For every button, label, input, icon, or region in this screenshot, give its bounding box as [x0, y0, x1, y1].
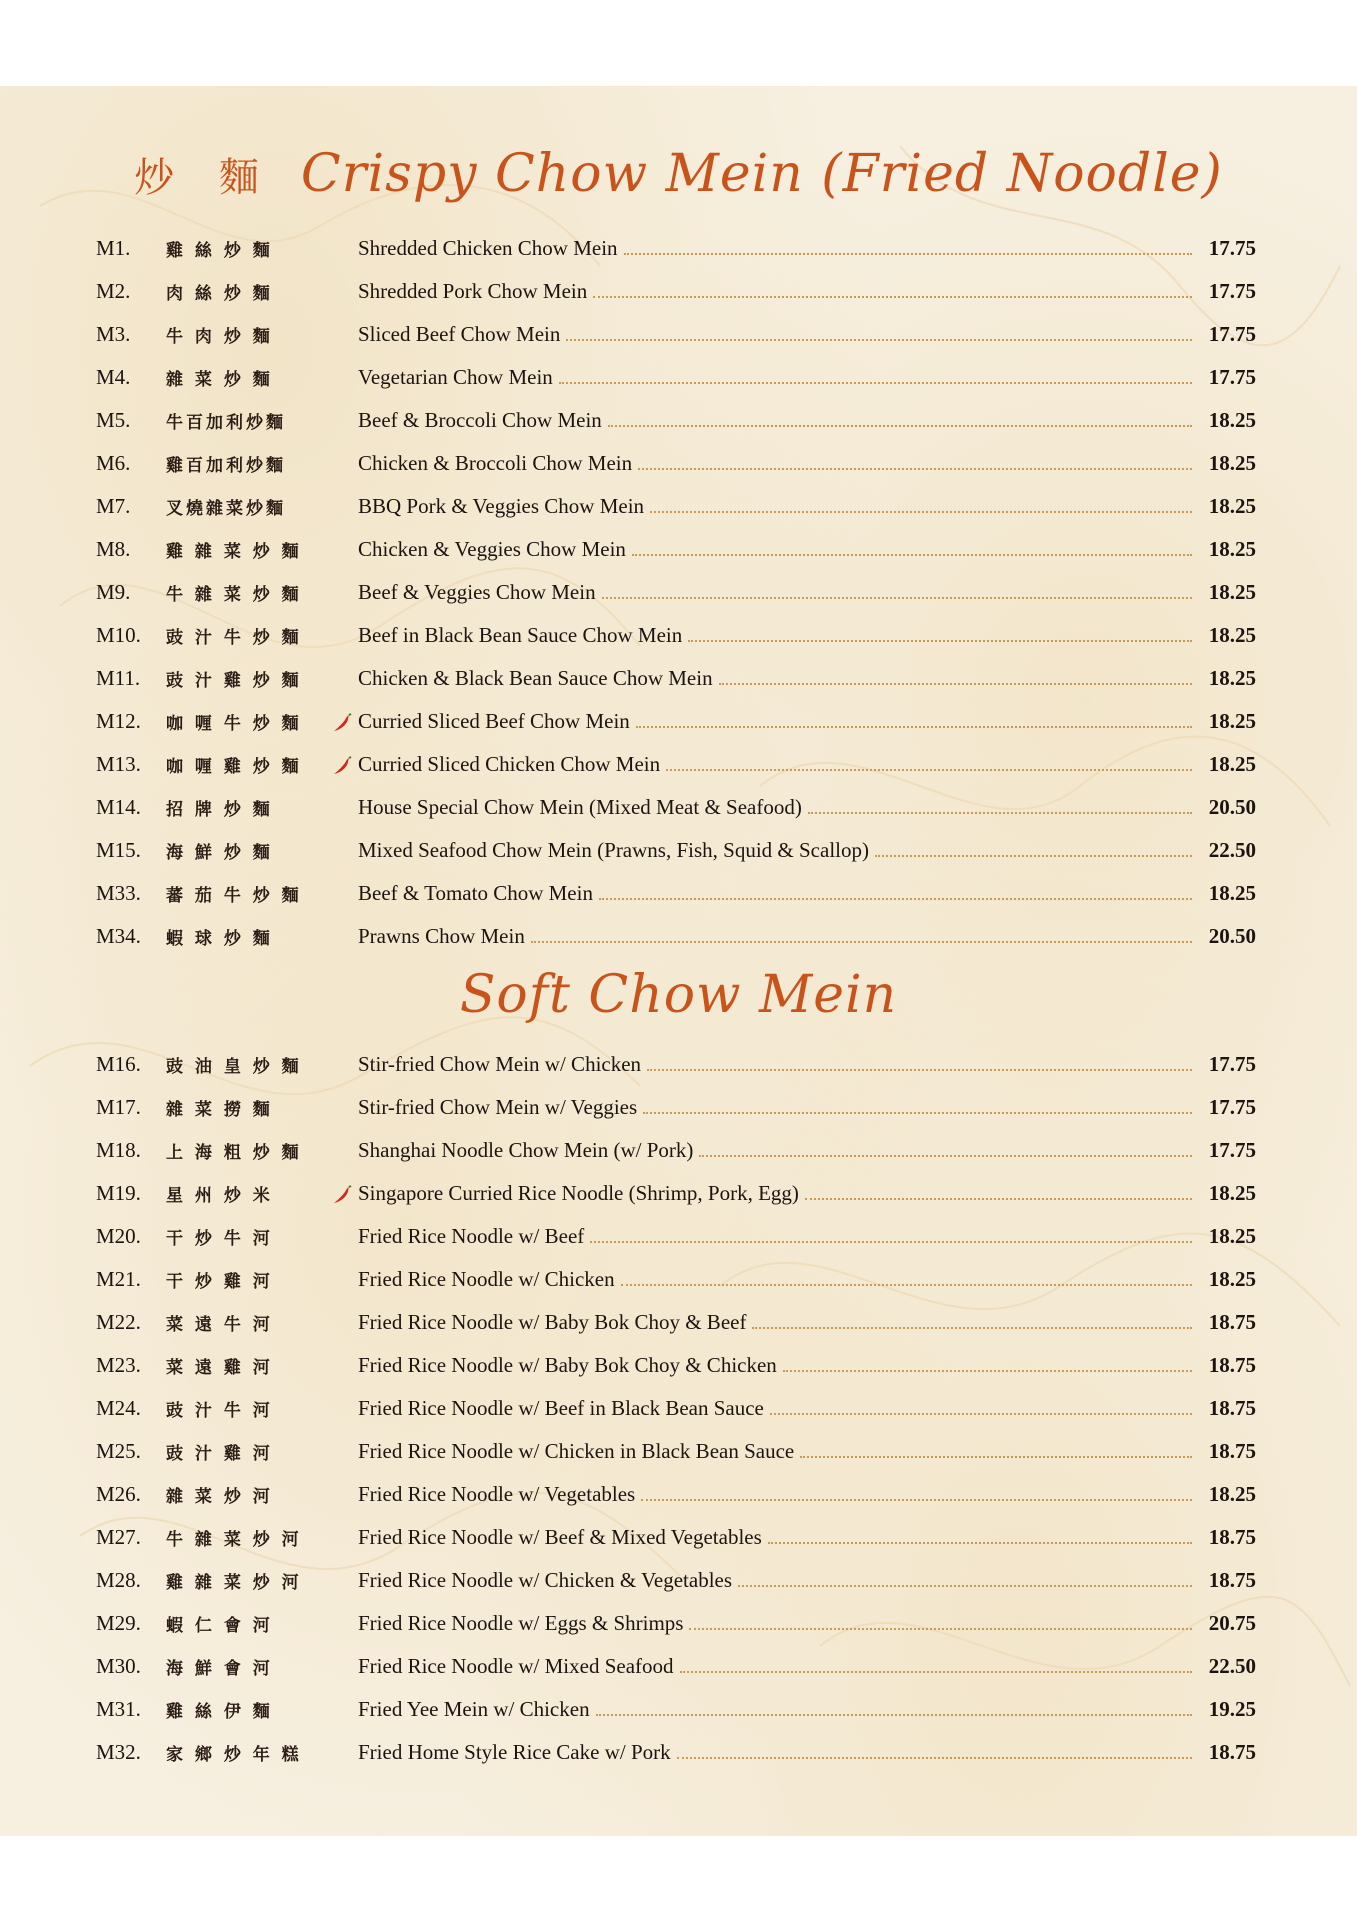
dotted-leader — [632, 553, 1192, 556]
item-code: M11. — [96, 666, 141, 690]
menu-item — [96, 1464, 1256, 1507]
item-code: M23. — [96, 1353, 141, 1377]
item-english-name: Curried Sliced Beef Chow Mein — [358, 709, 630, 733]
menu-item — [96, 734, 1256, 777]
item-price: 20.50 — [1208, 924, 1256, 948]
dotted-leader — [566, 338, 1192, 341]
crispy-chow-mein-heading — [0, 144, 1357, 204]
item-chinese-text: 雜 菜 撈 麵 — [166, 1100, 273, 1120]
item-price: 18.25 — [1208, 1267, 1256, 1291]
menu-item — [96, 691, 1256, 734]
item-chinese-name — [166, 1267, 358, 1292]
item-code: M3. — [96, 322, 131, 346]
item-chinese-text: 干 炒 牛 河 — [166, 1229, 273, 1249]
item-chinese-text: 菜 遠 雞 河 — [166, 1358, 273, 1378]
item-price: 20.50 — [1208, 795, 1256, 819]
item-chinese-text: 豉 汁 牛 河 — [166, 1401, 273, 1421]
heading-chinese: 炒 麵 — [134, 155, 275, 201]
menu-item — [96, 605, 1256, 648]
item-price: 18.25 — [1208, 1482, 1256, 1506]
item-chinese-name — [166, 1181, 358, 1206]
item-chinese-text: 雞 雜 菜 炒 麵 — [166, 542, 302, 562]
item-english-name: Fried Rice Noodle w/ Chicken in Black Bean Sauce — [358, 1439, 795, 1463]
item-chinese-text: 牛 肉 炒 麵 — [166, 327, 273, 347]
item-chinese-name — [166, 666, 358, 691]
item-code: M26. — [96, 1482, 141, 1506]
item-chinese-name — [166, 881, 358, 906]
item-english-name: House Special Chow Mein (Mixed Meat & Seafood) — [358, 795, 802, 819]
item-chinese-text: 干 炒 雞 河 — [166, 1272, 273, 1292]
item-chinese-text: 牛 雜 菜 炒 麵 — [166, 585, 302, 605]
item-code: M27. — [96, 1525, 141, 1549]
item-chinese-name — [166, 408, 358, 433]
dotted-leader — [650, 510, 1192, 513]
dotted-leader — [752, 1326, 1192, 1329]
item-chinese-text: 海 鮮 會 河 — [166, 1659, 273, 1679]
item-english-name: Mixed Seafood Chow Mein (Prawns, Fish, Squid & Scallop) — [358, 838, 869, 862]
item-price: 18.75 — [1208, 1310, 1256, 1334]
item-price: 18.25 — [1208, 881, 1256, 905]
item-price: 18.75 — [1208, 1568, 1256, 1592]
item-code: M2. — [96, 279, 131, 303]
menu-item — [96, 648, 1256, 691]
chili-pepper-icon — [332, 713, 352, 733]
item-english-name: Fried Rice Noodle w/ Vegetables — [358, 1482, 636, 1506]
dotted-leader — [647, 1068, 1192, 1071]
dotted-leader — [770, 1412, 1192, 1415]
menu-item — [96, 1378, 1256, 1421]
item-english-name: Shanghai Noodle Chow Mein (w/ Pork) — [358, 1138, 694, 1162]
item-chinese-text: 肉 絲 炒 麵 — [166, 284, 273, 304]
item-english-name: Stir-fried Chow Mein w/ Chicken — [358, 1052, 642, 1076]
item-chinese-name — [166, 322, 358, 347]
dotted-leader — [590, 1240, 1192, 1243]
item-code: M34. — [96, 924, 141, 948]
item-chinese-name — [166, 1310, 358, 1335]
dotted-leader — [680, 1670, 1192, 1673]
item-chinese-name — [166, 1740, 358, 1765]
item-code: M24. — [96, 1396, 141, 1420]
item-chinese-name — [166, 1525, 358, 1550]
item-chinese-text: 家 鄉 炒 年 糕 — [166, 1745, 302, 1765]
item-chinese-name — [166, 1138, 358, 1163]
item-english-name: Fried Rice Noodle w/ Chicken — [358, 1267, 615, 1291]
item-price: 18.75 — [1208, 1396, 1256, 1420]
item-price: 18.25 — [1208, 752, 1256, 776]
dotted-leader — [768, 1541, 1192, 1544]
item-chinese-name — [166, 623, 358, 648]
item-code: M12. — [96, 709, 141, 733]
menu-item — [96, 390, 1256, 433]
item-price: 18.25 — [1208, 451, 1256, 475]
item-chinese-text: 上 海 粗 炒 麵 — [166, 1143, 302, 1163]
menu-item — [96, 562, 1256, 605]
item-code: M7. — [96, 494, 131, 518]
dotted-leader — [738, 1584, 1192, 1587]
item-chinese-name — [166, 1224, 358, 1249]
item-chinese-name — [166, 451, 358, 476]
dotted-leader — [638, 467, 1192, 470]
item-chinese-text: 蝦 球 炒 麵 — [166, 929, 273, 949]
dotted-leader — [643, 1111, 1192, 1114]
item-english-name: Fried Rice Noodle w/ Mixed Seafood — [358, 1654, 674, 1678]
item-chinese-name — [166, 1482, 358, 1507]
item-code: M21. — [96, 1267, 141, 1291]
item-code: M14. — [96, 795, 141, 819]
menu-item — [96, 1249, 1256, 1292]
item-chinese-name — [166, 279, 358, 304]
item-code: M5. — [96, 408, 131, 432]
item-english-name: Chicken & Black Bean Sauce Chow Mein — [358, 666, 713, 690]
item-english-name: Fried Rice Noodle w/ Eggs & Shrimps — [358, 1611, 684, 1635]
dotted-leader — [688, 639, 1192, 642]
dotted-leader — [621, 1283, 1192, 1286]
item-english-name: Fried Yee Mein w/ Chicken — [358, 1697, 590, 1721]
dotted-leader — [677, 1756, 1192, 1759]
item-code: M32. — [96, 1740, 141, 1764]
item-price: 18.75 — [1208, 1740, 1256, 1764]
menu-item — [96, 1421, 1256, 1464]
item-code: M29. — [96, 1611, 141, 1635]
item-price: 18.25 — [1208, 1181, 1256, 1205]
chili-pepper-icon — [332, 1185, 352, 1205]
item-english-name: Vegetarian Chow Mein — [358, 365, 553, 389]
item-code: M20. — [96, 1224, 141, 1248]
item-code: M31. — [96, 1697, 141, 1721]
item-price: 18.75 — [1208, 1353, 1256, 1377]
item-code: M4. — [96, 365, 131, 389]
item-code: M30. — [96, 1654, 141, 1678]
item-chinese-name — [166, 1095, 358, 1120]
item-chinese-text: 雞 絲 炒 麵 — [166, 241, 273, 261]
dotted-leader — [636, 725, 1192, 728]
item-english-name: Beef in Black Bean Sauce Chow Mein — [358, 623, 683, 647]
dotted-leader — [599, 897, 1192, 900]
item-chinese-text: 星 州 炒 米 — [166, 1186, 273, 1206]
item-english-name: Chicken & Broccoli Chow Mein — [358, 451, 633, 475]
menu-item — [96, 1292, 1256, 1335]
menu-item — [96, 433, 1256, 476]
heading-english: Crispy Chow Mein (Fried Noodle) — [300, 144, 1223, 204]
dotted-leader — [608, 424, 1192, 427]
item-price: 17.75 — [1208, 1052, 1256, 1076]
item-chinese-text: 海 鮮 炒 麵 — [166, 843, 273, 863]
item-code: M10. — [96, 623, 141, 647]
item-price: 18.25 — [1208, 1224, 1256, 1248]
item-english-name: Chicken & Veggies Chow Mein — [358, 537, 626, 561]
item-code: M6. — [96, 451, 131, 475]
dotted-leader — [699, 1154, 1192, 1157]
item-chinese-name — [166, 1568, 358, 1593]
item-english-name: Beef & Veggies Chow Mein — [358, 580, 596, 604]
item-code: M25. — [96, 1439, 141, 1463]
dotted-leader — [875, 854, 1192, 857]
item-code: M8. — [96, 537, 131, 561]
menu-item — [96, 519, 1256, 562]
item-chinese-name — [166, 1439, 358, 1464]
item-chinese-text: 豉 汁 牛 炒 麵 — [166, 628, 302, 648]
dotted-leader — [596, 1713, 1192, 1716]
chili-pepper-icon — [332, 756, 352, 776]
item-chinese-text: 牛 雜 菜 炒 河 — [166, 1530, 302, 1550]
item-english-name: Fried Rice Noodle w/ Beef — [358, 1224, 585, 1248]
dotted-leader — [666, 768, 1192, 771]
item-chinese-text: 菜 遠 牛 河 — [166, 1315, 273, 1335]
item-chinese-text: 雞 絲 伊 麵 — [166, 1702, 273, 1722]
item-price: 18.25 — [1208, 666, 1256, 690]
menu-item — [96, 1034, 1256, 1077]
item-price: 19.25 — [1208, 1697, 1256, 1721]
item-chinese-name — [166, 236, 358, 261]
menu-item — [96, 1550, 1256, 1593]
item-chinese-name — [166, 795, 358, 820]
item-chinese-name — [166, 752, 358, 777]
item-english-name: Beef & Broccoli Chow Mein — [358, 408, 602, 432]
item-price: 18.25 — [1208, 623, 1256, 647]
item-chinese-text: 雜 菜 炒 河 — [166, 1487, 273, 1507]
dotted-leader — [800, 1455, 1192, 1458]
dotted-leader — [624, 252, 1192, 255]
item-code: M1. — [96, 236, 131, 260]
dotted-leader — [531, 940, 1192, 943]
item-price: 22.50 — [1208, 838, 1256, 862]
item-chinese-text: 蕃 茄 牛 炒 麵 — [166, 886, 302, 906]
item-english-name: Beef & Tomato Chow Mein — [358, 881, 593, 905]
menu-item — [96, 347, 1256, 390]
item-english-name: Fried Rice Noodle w/ Baby Bok Choy & Beef — [358, 1310, 747, 1334]
item-price: 18.25 — [1208, 408, 1256, 432]
item-chinese-name — [166, 494, 358, 519]
item-code: M16. — [96, 1052, 141, 1076]
item-code: M22. — [96, 1310, 141, 1334]
menu-item — [96, 261, 1256, 304]
dotted-leader — [808, 811, 1192, 814]
dotted-leader — [805, 1197, 1192, 1200]
item-price: 18.25 — [1208, 494, 1256, 518]
menu-item — [96, 820, 1256, 863]
item-chinese-name — [166, 709, 358, 734]
item-chinese-name — [166, 365, 358, 390]
soft-chow-mein-heading: Soft Chow Mein — [459, 965, 898, 1025]
item-chinese-text: 叉燒雜菜炒麵 — [166, 499, 286, 519]
menu-item — [96, 1722, 1256, 1765]
item-price: 18.75 — [1208, 1525, 1256, 1549]
item-chinese-text: 招 牌 炒 麵 — [166, 800, 273, 820]
item-price: 17.75 — [1208, 279, 1256, 303]
item-english-name: Fried Rice Noodle w/ Beef & Mixed Vegetables — [358, 1525, 762, 1549]
item-english-name: Prawns Chow Mein — [358, 924, 525, 948]
item-english-name: Singapore Curried Rice Noodle (Shrimp, Pork, Egg) — [358, 1181, 799, 1205]
menu-item — [96, 476, 1256, 519]
dotted-leader — [689, 1627, 1192, 1630]
dotted-leader — [719, 682, 1192, 685]
item-price: 18.25 — [1208, 709, 1256, 733]
menu-item — [96, 863, 1256, 906]
item-code: M28. — [96, 1568, 141, 1592]
item-chinese-text: 咖 喱 牛 炒 麵 — [166, 714, 302, 734]
menu-item — [96, 1163, 1256, 1206]
item-code: M19. — [96, 1181, 141, 1205]
dotted-leader — [602, 596, 1192, 599]
menu-item — [96, 1507, 1256, 1550]
dotted-leader — [593, 295, 1192, 298]
item-english-name: Fried Rice Noodle w/ Beef in Black Bean Sauce — [358, 1396, 764, 1420]
item-price: 22.50 — [1208, 1654, 1256, 1678]
item-chinese-text: 豉 汁 雞 河 — [166, 1444, 273, 1464]
item-chinese-text: 豉 汁 雞 炒 麵 — [166, 671, 302, 691]
item-code: M9. — [96, 580, 131, 604]
menu-item — [96, 1679, 1256, 1722]
item-chinese-name — [166, 924, 358, 949]
item-code: M13. — [96, 752, 141, 776]
item-chinese-text: 蝦 仁 會 河 — [166, 1616, 273, 1636]
item-price: 17.75 — [1208, 322, 1256, 346]
item-chinese-name — [166, 1353, 358, 1378]
item-price: 20.75 — [1208, 1611, 1256, 1635]
menu-item — [96, 777, 1256, 820]
soft-chow-mein-list — [96, 1034, 1256, 1765]
dotted-leader — [559, 381, 1192, 384]
item-chinese-text: 豉 油 皇 炒 麵 — [166, 1057, 302, 1077]
menu-item — [96, 218, 1256, 261]
item-price: 18.75 — [1208, 1439, 1256, 1463]
menu-item — [96, 1335, 1256, 1378]
item-chinese-name — [166, 1611, 358, 1636]
menu-item — [96, 1077, 1256, 1120]
item-price: 18.25 — [1208, 580, 1256, 604]
dotted-leader — [783, 1369, 1192, 1372]
menu-item — [96, 1636, 1256, 1679]
item-chinese-text: 雜 菜 炒 麵 — [166, 370, 273, 390]
item-price: 17.75 — [1208, 236, 1256, 260]
menu-item — [96, 1593, 1256, 1636]
item-english-name: BBQ Pork & Veggies Chow Mein — [358, 494, 645, 518]
crispy-chow-mein-list — [96, 218, 1256, 949]
item-chinese-name — [166, 537, 358, 562]
item-english-name: Shredded Pork Chow Mein — [358, 279, 588, 303]
item-english-name: Stir-fried Chow Mein w/ Veggies — [358, 1095, 638, 1119]
dotted-leader — [641, 1498, 1192, 1501]
item-chinese-name — [166, 1396, 358, 1421]
item-code: M33. — [96, 881, 141, 905]
item-code: M17. — [96, 1095, 141, 1119]
item-chinese-text: 牛百加利炒麵 — [166, 413, 286, 433]
menu-item — [96, 1206, 1256, 1249]
item-chinese-text: 咖 喱 雞 炒 麵 — [166, 757, 302, 777]
item-chinese-name — [166, 580, 358, 605]
item-price: 17.75 — [1208, 1138, 1256, 1162]
item-code: M15. — [96, 838, 141, 862]
item-english-name: Curried Sliced Chicken Chow Mein — [358, 752, 661, 776]
menu-item — [96, 1120, 1256, 1163]
item-english-name: Fried Home Style Rice Cake w/ Pork — [358, 1740, 671, 1764]
item-english-name: Sliced Beef Chow Mein — [358, 322, 561, 346]
item-price: 17.75 — [1208, 365, 1256, 389]
item-chinese-text: 雞百加利炒麵 — [166, 456, 286, 476]
menu-item — [96, 304, 1256, 347]
item-english-name: Fried Rice Noodle w/ Baby Bok Choy & Chicken — [358, 1353, 777, 1377]
item-code: M18. — [96, 1138, 141, 1162]
menu-item — [96, 906, 1256, 949]
item-price: 17.75 — [1208, 1095, 1256, 1119]
item-chinese-name — [166, 1052, 358, 1077]
item-chinese-name — [166, 1697, 358, 1722]
item-english-name: Shredded Chicken Chow Mein — [358, 236, 618, 260]
item-chinese-text: 雞 雜 菜 炒 河 — [166, 1573, 302, 1593]
item-price: 18.25 — [1208, 537, 1256, 561]
item-english-name: Fried Rice Noodle w/ Chicken & Vegetables — [358, 1568, 733, 1592]
item-chinese-name — [166, 838, 358, 863]
item-chinese-name — [166, 1654, 358, 1679]
